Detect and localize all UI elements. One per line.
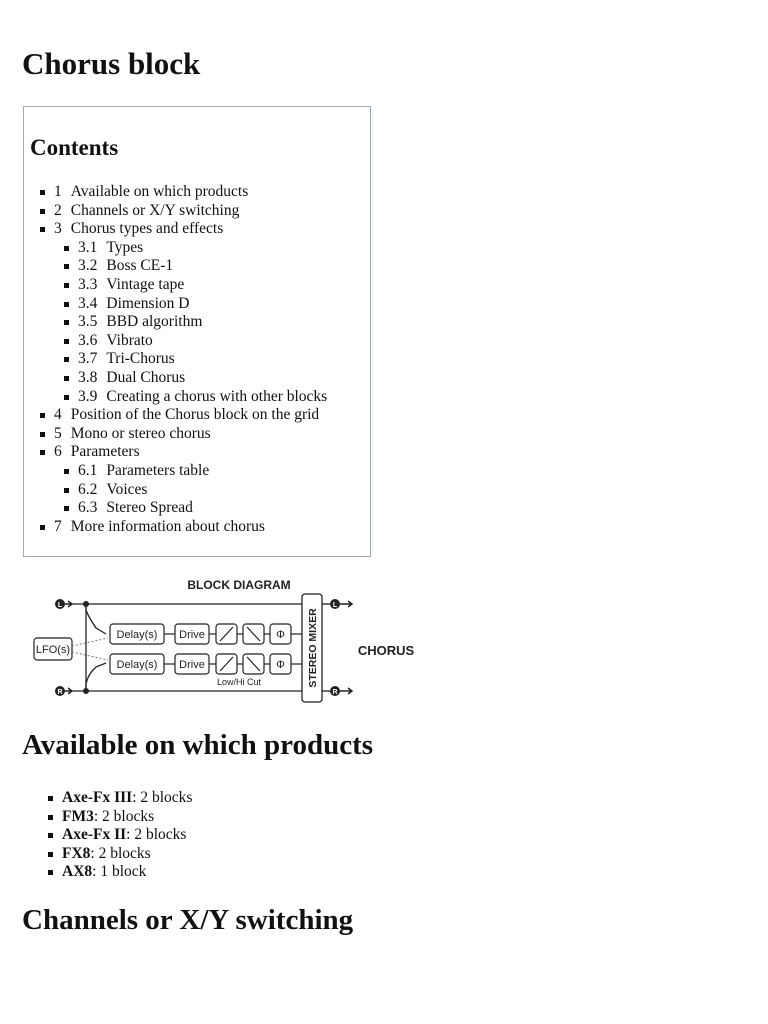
toc-number: 3.1 xyxy=(78,238,98,256)
product-item xyxy=(62,826,192,845)
diagram-block-name: CHORUS xyxy=(357,643,415,658)
toc-link[interactable]: Tri-Chorus xyxy=(106,350,175,368)
svg-text:Delay(s): Delay(s) xyxy=(116,659,158,671)
toc-number: 6.2 xyxy=(78,480,98,498)
section-heading-available: Available on which products xyxy=(22,729,374,761)
product-item xyxy=(62,789,192,808)
toc-heading: Contents xyxy=(30,135,119,160)
toc-link[interactable]: Vintage tape xyxy=(106,275,185,293)
toc-item[interactable] xyxy=(54,183,327,202)
toc-number: 3 xyxy=(54,220,62,238)
page-title: Chorus block xyxy=(22,46,201,81)
toc-number: 3.2 xyxy=(78,257,98,275)
toc-number: 7 xyxy=(54,517,62,535)
svg-text:Delay(s): Delay(s) xyxy=(116,629,158,641)
toc-subitem[interactable] xyxy=(78,239,327,258)
input-left-icon xyxy=(55,599,65,609)
toc-item[interactable] xyxy=(54,202,327,221)
toc-link[interactable]: Dual Chorus xyxy=(106,368,186,386)
svg-text:R: R xyxy=(57,689,63,696)
toc-subitem[interactable] xyxy=(78,257,327,276)
toc-subitem[interactable] xyxy=(78,313,327,332)
toc-link[interactable]: Channels or X/Y switching xyxy=(70,201,240,219)
filter-caption: Low/Hi Cut xyxy=(216,677,262,687)
toc-list xyxy=(54,183,327,536)
input-right-icon xyxy=(55,686,65,696)
product-block-count: : 2 blocks xyxy=(93,807,155,825)
toc-number: 3.9 xyxy=(78,387,98,405)
toc-link[interactable]: BBD algorithm xyxy=(106,313,203,331)
toc-link[interactable]: Voices xyxy=(106,480,148,498)
product-name: FX8 xyxy=(62,844,91,862)
toc-link[interactable]: Available on which products xyxy=(70,183,249,200)
svg-text:Φ: Φ xyxy=(276,629,285,641)
toc-number: 3.8 xyxy=(78,368,98,386)
output-right-icon xyxy=(330,686,340,696)
product-block-count: : 2 blocks xyxy=(126,826,187,843)
toc-item[interactable] xyxy=(54,406,327,425)
svg-text:L: L xyxy=(332,602,338,609)
toc-link[interactable]: Vibrato xyxy=(106,331,153,349)
stereo-mixer-label: STEREO MIXER xyxy=(307,608,319,688)
toc-subitem[interactable] xyxy=(78,295,327,314)
product-name: Axe-Fx III xyxy=(62,789,133,806)
toc-number: 4 xyxy=(54,406,62,424)
svg-text:Drive: Drive xyxy=(179,659,205,671)
toc-subitem[interactable] xyxy=(78,332,327,351)
toc-subitem[interactable] xyxy=(78,388,327,407)
toc-link[interactable]: More information about chorus xyxy=(70,517,265,535)
diagram-title: BLOCK DIAGRAM xyxy=(187,578,291,592)
toc-number: 5 xyxy=(54,424,62,442)
product-list xyxy=(62,789,192,882)
toc-number: 3.4 xyxy=(78,294,98,312)
toc-link[interactable]: Boss CE-1 xyxy=(106,257,174,275)
toc-number: 6 xyxy=(54,443,62,461)
toc-number: 6.3 xyxy=(78,499,98,517)
svg-text:Φ: Φ xyxy=(276,659,285,671)
toc-subitem[interactable] xyxy=(78,350,327,369)
toc-item[interactable] xyxy=(54,425,327,444)
toc-item[interactable] xyxy=(54,220,327,406)
toc-item[interactable] xyxy=(54,518,327,537)
product-name: AX8 xyxy=(62,863,93,880)
toc-number: 6.1 xyxy=(78,461,98,479)
output-left-icon xyxy=(330,599,340,609)
lfo-label: LFO(s) xyxy=(35,644,71,656)
toc-subitem[interactable] xyxy=(78,276,327,295)
toc-number: 1 xyxy=(54,183,62,200)
toc-number: 3.5 xyxy=(78,313,98,331)
table-of-contents xyxy=(23,106,371,557)
toc-link[interactable]: Stereo Spread xyxy=(106,499,193,517)
svg-text:L: L xyxy=(57,602,63,609)
toc-number: 3.7 xyxy=(78,350,98,368)
product-item xyxy=(62,808,192,827)
toc-link[interactable]: Mono or stereo chorus xyxy=(70,424,211,442)
toc-number: 3.3 xyxy=(78,275,98,293)
toc-link[interactable]: Types xyxy=(106,238,144,256)
product-block-count: : 2 blocks xyxy=(90,844,151,862)
block-diagram xyxy=(30,574,430,706)
product-block-count: : 1 block xyxy=(92,863,147,880)
product-name: FM3 xyxy=(62,807,94,825)
toc-link[interactable]: Dimension D xyxy=(106,294,190,312)
toc-sublist xyxy=(78,239,327,406)
section-heading-channels: Channels or X/Y switching xyxy=(22,904,354,936)
product-block-count: : 2 blocks xyxy=(132,789,193,806)
toc-link[interactable]: Position of the Chorus block on the grid xyxy=(70,406,320,424)
toc-link[interactable]: Parameters table xyxy=(106,461,210,479)
toc-number: 2 xyxy=(54,201,62,219)
product-name: Axe-Fx II xyxy=(62,826,127,843)
toc-subitem[interactable] xyxy=(78,481,327,500)
svg-text:Drive: Drive xyxy=(179,629,205,641)
toc-number: 3.6 xyxy=(78,331,98,349)
svg-text:R: R xyxy=(332,689,338,696)
toc-link[interactable]: Chorus types and effects xyxy=(70,220,224,238)
toc-subitem[interactable] xyxy=(78,369,327,388)
toc-link[interactable]: Parameters xyxy=(70,443,140,461)
product-item xyxy=(62,863,192,882)
product-item xyxy=(62,845,192,864)
toc-item[interactable] xyxy=(54,443,327,517)
toc-sublist xyxy=(78,462,327,518)
toc-subitem[interactable] xyxy=(78,462,327,481)
toc-subitem[interactable] xyxy=(78,499,327,518)
toc-link[interactable]: Creating a chorus with other blocks xyxy=(106,387,328,405)
